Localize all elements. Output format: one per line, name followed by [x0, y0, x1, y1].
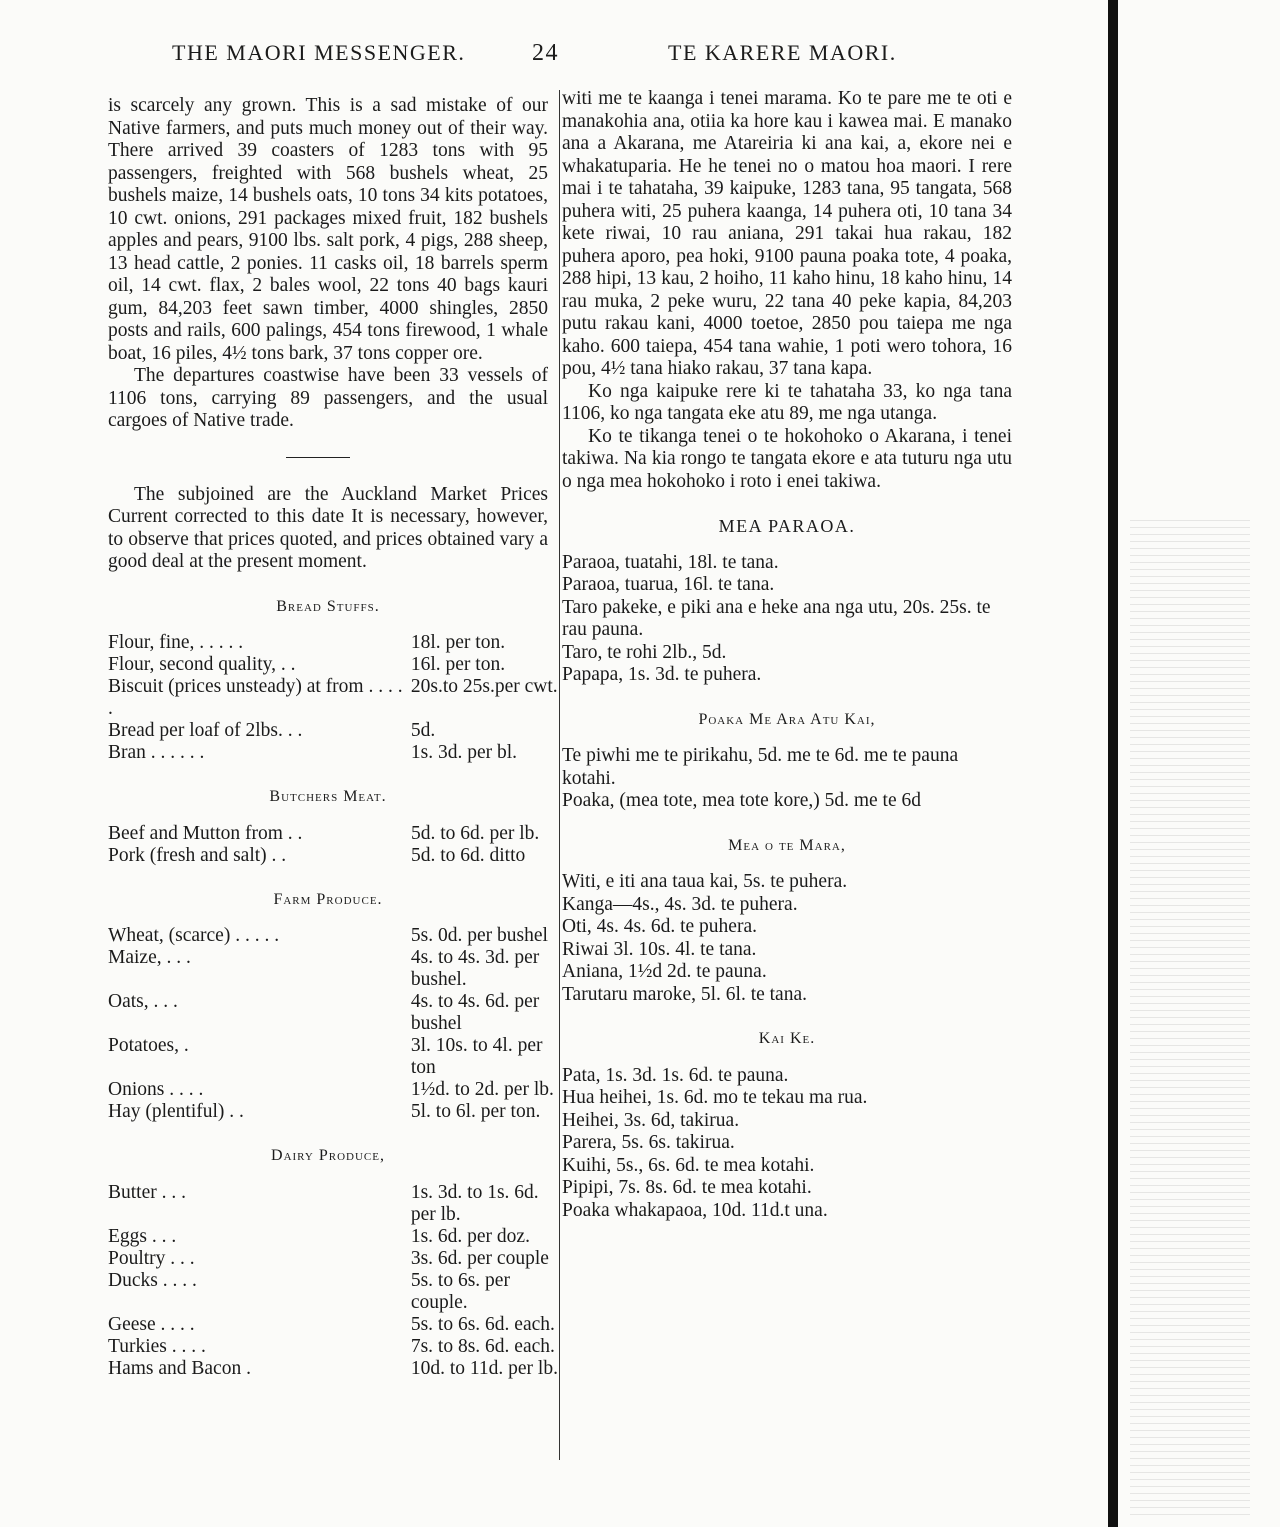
header-title-english: THE MAORI MESSENGER. [172, 40, 466, 65]
price-row [108, 742, 560, 764]
price-value: 1½d. to 2d. per lb. [410, 1079, 554, 1100]
price-row [108, 947, 560, 991]
price-value: 5l. to 6l. per ton. [410, 1101, 541, 1122]
price-value: 1s. 6d. per doz. [410, 1225, 530, 1247]
price-item: Wheat, (scarce) . . . . . [108, 925, 280, 946]
maori-price-line: Taro pakeke, e piki ana e heke ana nga utu, 20s. 25s. te rau pauna. [562, 596, 991, 640]
price-row [108, 991, 560, 1035]
price-row [108, 925, 560, 947]
section-heading-poaka: Poaka Me Ara Atu Kai, [698, 710, 876, 728]
price-item: Beef and Mutton from . . [108, 822, 303, 844]
price-item: Turkies . . . . [108, 1335, 206, 1357]
price-value: 7s. to 8s. 6d. each. [410, 1335, 555, 1357]
price-row [108, 1101, 560, 1123]
price-row [108, 845, 560, 867]
maori-price-line: Poaka, (mea tote, mea tote kore,) 5d. me te 6d [562, 790, 921, 811]
section-heading-kai-ke: Kai Ke. [758, 1030, 816, 1047]
maori-price-line: Tarutaru maroke, 5l. 6l. te tana. [562, 983, 807, 1005]
price-value: 16l. per ton. [410, 654, 506, 675]
maori-price-line: Witi, e iti ana taua kai, 5s. te puhera. [562, 871, 848, 892]
price-item: Bread per loaf of 2lbs. . . [108, 720, 303, 741]
price-value: 5s. to 6s. per couple. [410, 1269, 510, 1313]
price-item: Hay (plentiful) . . [108, 1101, 244, 1122]
price-row [108, 676, 560, 720]
section-heading-butchers-meat: Butchers Meat. [269, 788, 387, 805]
price-item: Onions . . . . [108, 1079, 204, 1100]
price-row [108, 1248, 560, 1270]
price-item: Ducks . . . . [108, 1269, 197, 1291]
maori-price-list-kai-ke [562, 1065, 1012, 1223]
price-row [108, 720, 560, 742]
maori-price-line: Papapa, 1s. 3d. te puhera. [562, 664, 762, 685]
price-row [108, 1182, 560, 1226]
maori-price-list-paraoa [562, 552, 1012, 687]
price-value: 4s. to 4s. 6d. per bushel [410, 991, 540, 1034]
price-item: Maize, . . . [108, 947, 191, 968]
price-value: 5s. 0d. per bushel [410, 925, 548, 946]
maori-price-line: Kanga—4s., 4s. 3d. te puhera. [562, 893, 798, 915]
price-item: Potatoes, . [108, 1035, 189, 1056]
maori-price-list-mara [562, 871, 1012, 1006]
scan-edge-shadow [1108, 0, 1118, 1527]
scan-edge-noise [1130, 520, 1250, 1520]
maori-market-intro-paragraph: Ko te tikanga tenei o te hokohoko o Akarana, i tenei takiwa. Na kia rongo te tangata ekore e ata tuturu nga utu o nga mea hokohoko i roto i enei takiwa. [562, 425, 1012, 492]
price-row [108, 1314, 560, 1336]
price-table-butchers-meat [108, 823, 560, 867]
price-value: 1s. 3d. per bl. [410, 742, 518, 763]
maori-column [562, 88, 1012, 1222]
maori-price-line: Pata, 1s. 3d. 1s. 6d. te pauna. [562, 1064, 789, 1086]
section-heading-mea-o-te-mara: Mea o te Mara, [728, 836, 846, 854]
price-item: Pork (fresh and salt) . . [108, 844, 287, 866]
maori-price-line: Paraoa, tuarua, 16l. te tana. [562, 574, 775, 595]
price-value: 3s. 6d. per couple [410, 1247, 549, 1269]
price-value: 5s. to 6s. 6d. each. [410, 1313, 555, 1335]
maori-price-line: Hua heihei, 1s. 6d. mo te tekau ma rua. [562, 1087, 868, 1108]
price-value: 5d. [410, 720, 436, 741]
departures-paragraph: The departures coastwise have been 33 vessels of 1106 tons, carrying 89 passengers, and the usual cargoes of Native trade. [108, 365, 548, 431]
market-intro-paragraph: The subjoined are the Auckland Market Prices Current corrected to this date It is necessary, however, to observe that prices quoted, and prices obtained vary a good deal at the present moment. [108, 483, 548, 572]
page-number: 24 [532, 40, 559, 66]
price-value: 5d. to 6d. ditto [410, 844, 526, 866]
section-heading-bread-stuffs: Bread Stuffs. [276, 597, 380, 615]
maori-price-line: Kuihi, 5s., 6s. 6d. te mea kotahi. [562, 1154, 815, 1176]
maori-price-line: Te piwhi me te pirikahu, 5d. me te 6d. me te pauna kotahi. [562, 745, 959, 789]
maori-departures-paragraph: Ko nga kaipuke rere ki te tahataha 33, ko nga tana 1106, ko nga tangata eke atu 89, me nga utanga. [562, 380, 1012, 424]
price-item: Bran . . . . . . [108, 742, 205, 763]
price-value: 5d. to 6d. per lb. [410, 822, 540, 844]
price-value: 18l. per ton. [410, 632, 506, 653]
shipping-paragraph: is scarcely any grown. This is a sad mistake of our Native farmers, and puts much money out of their way. There arrived 39 coasters of 1283 tons with 95 passengers, freighted with 568 bushels wheat, 25 bushels maize, 14 bushels oats, 10 tons 34 kits potatoes, 10 cwt. onions, 291 packages mixed fruit, 182 bushels apples and pears, 9100 lbs. salt pork, 4 pigs, 288 sheep, 13 head cattle, 2 ponies. 11 casks oil, 18 barrels sperm oil, 14 cwt. flax, 2 bales wool, 22 tons 40 bags kauri gum, 84,203 feet sawn timber, 4000 shingles, 2850 posts and rails, 600 palings, 454 tons firewood, 1 whale boat, 16 piles, 4½ tons bark, 37 tons copper ore. [108, 95, 548, 364]
price-row [108, 1270, 560, 1314]
maori-price-line: Parera, 5s. 6s. takirua. [562, 1132, 735, 1153]
price-row [108, 1226, 560, 1248]
price-table-bread-stuffs [108, 632, 560, 764]
price-value: 3l. 10s. to 4l. per ton [410, 1035, 543, 1078]
maori-shipping-paragraph: witi me te kaanga i tenei marama. Ko te pare me te oti e manakohia ana, otiia ka hore kau i kawea mai. E manako ana a Akarana, me Atareiria ki ana kai, a, ekore nei e whakatuparia. He he tenei no o matou hoa maori. I rere mai i te tahataha, 39 kaipuke, 1283 tana, 95 tangata, 568 puhera witi, 25 puhera kaanga, 14 puhera oti, 10 tana 34 kete riwai, 10 rau aniana, 291 takai hua rakau, 182 puhera aporo, pea hoki, 9100 pauna poaka tote, 4 poaka, 288 hipi, 13 kau, 2 hoiho, 11 kaho hinu, 18 kaho hinu, 14 rau muka, 2 peke wuru, 22 tana 40 peke kapia, 84,203 putu rakau kani, 4000 toetoe, 2850 pou taiepa me nga kaho. 600 taiepa, 454 tana wahie, 1 poti wero tohora, 16 pou, 4½ tana hiako rakau, 37 tana kapa. [562, 88, 1012, 379]
section-heading-mea-paraoa: MEA PARAOA. [718, 516, 856, 536]
maori-price-list-poaka [562, 745, 1012, 813]
price-item: Geese . . . . [108, 1313, 195, 1335]
price-value: 1s. 3d. to 1s. 6d. per lb. [410, 1181, 539, 1225]
section-divider [286, 457, 350, 458]
maori-price-line: Paraoa, tuatahi, 18l. te tana. [562, 551, 779, 573]
maori-price-line: Riwai 3l. 10s. 4l. te tana. [562, 938, 757, 960]
maori-price-line: Oti, 4s. 4s. 6d. te puhera. [562, 916, 757, 937]
maori-price-line: Aniana, 1½d 2d. te pauna. [562, 961, 767, 982]
maori-price-line: Heihei, 3s. 6d, takirua. [562, 1109, 740, 1131]
section-heading-dairy-produce: Dairy Produce, [271, 1147, 385, 1164]
price-value: 10d. to 11d. per lb. [410, 1357, 558, 1379]
price-row [108, 823, 560, 845]
price-row [108, 654, 560, 676]
price-row [108, 1336, 560, 1358]
header-title-maori: TE KARERE MAORI. [668, 40, 897, 65]
maori-price-line: Poaka whakapaoa, 10d. 11d.t una. [562, 1199, 828, 1221]
price-value: 20s.to 25s.per cwt. [410, 676, 558, 697]
price-item: Poultry . . . [108, 1247, 195, 1269]
maori-price-line: Taro, te rohi 2lb., 5d. [562, 641, 727, 663]
price-item: Eggs . . . [108, 1225, 177, 1247]
price-item: Flour, fine, . . . . . [108, 632, 244, 653]
price-table-farm-produce [108, 925, 560, 1123]
price-row [108, 1035, 560, 1079]
english-column [108, 95, 558, 1380]
price-table-dairy-produce [108, 1182, 560, 1380]
price-item: Flour, second quality, . . [108, 654, 296, 675]
price-item: Hams and Bacon . [108, 1357, 251, 1379]
price-item: Biscuit (prices unsteady) at from . . . . . [108, 676, 403, 719]
price-value: 4s. to 4s. 3d. per bushel. [410, 947, 540, 990]
price-item: Oats, . . . [108, 991, 178, 1012]
price-row [108, 632, 560, 654]
price-item: Butter . . . [108, 1181, 186, 1203]
maori-price-line: Pipipi, 7s. 8s. 6d. te mea kotahi. [562, 1177, 812, 1198]
price-row [108, 1079, 560, 1101]
section-heading-farm-produce: Farm Produce. [273, 890, 383, 908]
price-row [108, 1358, 560, 1380]
